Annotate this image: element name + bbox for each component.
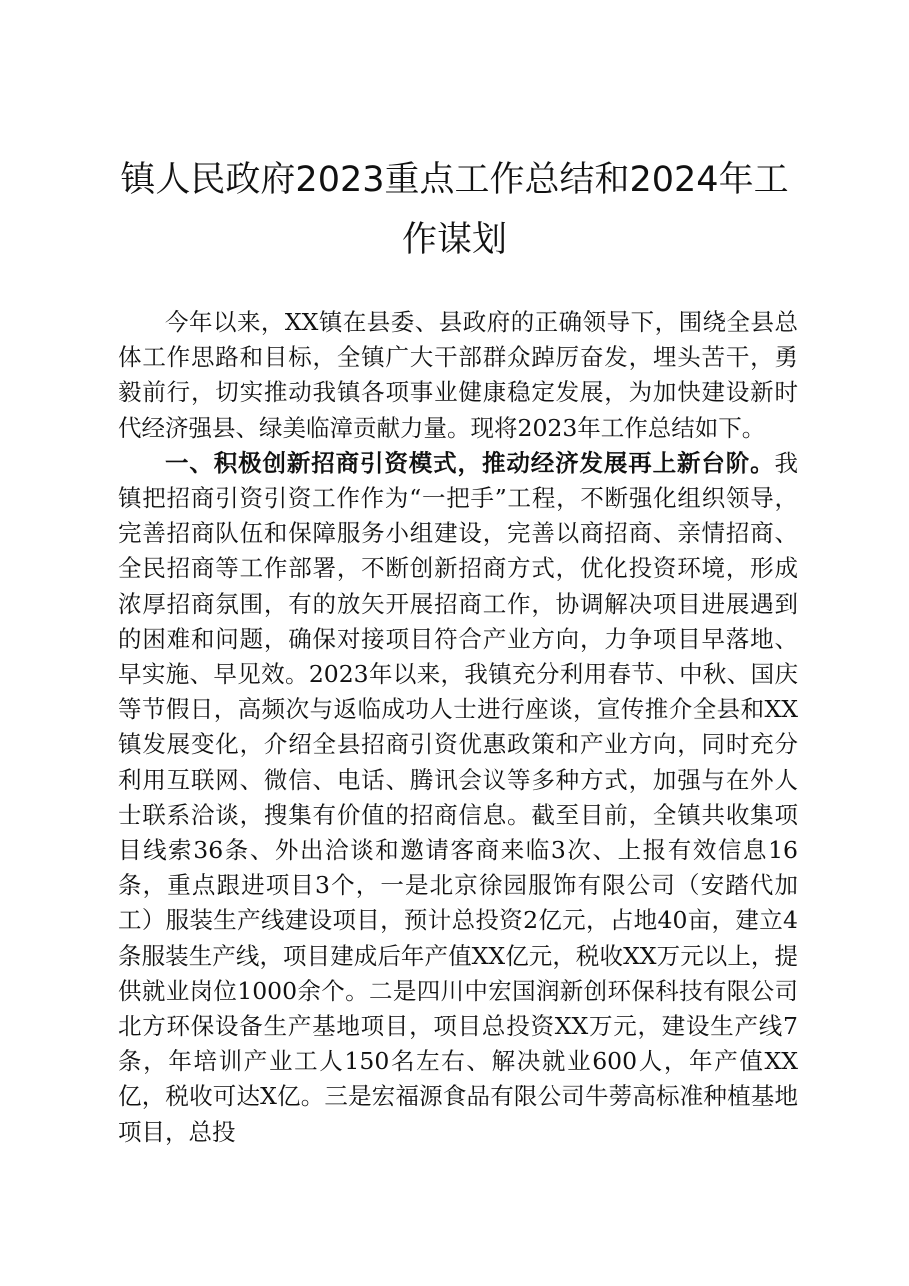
document-title: 镇人民政府2023重点工作总结和2024年工作谋划: [120, 160, 789, 260]
document-body: [118, 305, 798, 1150]
section-one-heading: 一、积极创新招商引资模式，推动经济发展再上新台阶。: [165, 448, 775, 477]
intro-paragraph: 今年以来，XX镇在县委、县政府的正确领导下，围绕全县总体工作思路和目标，全镇广大干部群众踔厉奋发，埋头苦干，勇毅前行，切实推动我镇各项事业健康稳定发展，为加快建设新时代经济强县、绿美临漳贡献力量。现将2023年工作总结如下。: [118, 308, 798, 442]
section-one-text: 我镇把招商引资引资工作作为“一把手”工程，不断强化组织领导，完善招商队伍和保障服务小组建设，完善以商招商、亲情招商、全民招商等工作部署，不断创新招商方式，优化投资环境，形成浓厚招商氛围，有的放矢开展招商工作，协调解决项目进展遇到的困难和问题，确保对接项目符合产业方向，力争项目早落地、早实施、早见效。2023年以来，我镇充分利用春节、中秋、国庆等节假日，高频次与返临成功人士进行座谈，宣传推介全县和XX镇发展变化，介绍全县招商引资优惠政策和产业方向，同时充分利用互联网、微信、电话、腾讯会议等多种方式，加强与在外人士联系洽谈，搜集有价值的招商信息。截至目前，全镇共收集项目线索36条、外出洽谈和邀请客商来临3次、上报有效信息16条，重点跟进项目3个，一是北京徐园服饰有限公司（安踏代加工）服装生产线建设项目，预计总投资2亿元，占地40亩，建立4条服装生产线，项目建成后年产值XX亿元，税收XX万元以上，提供就业岗位1000余个。二是四川中宏国润新创环保科技有限公司北方环保设备生产基地项目，项目总投资XX万元，建设生产线7条，年培训产业工人150名左右、解决就业600人，年产值XX亿，税收可达X亿。三是宏福源食品有限公司牛蒡高标准种植基地项目，总投: [118, 448, 798, 1146]
section-one-paragraph: [118, 446, 798, 1150]
